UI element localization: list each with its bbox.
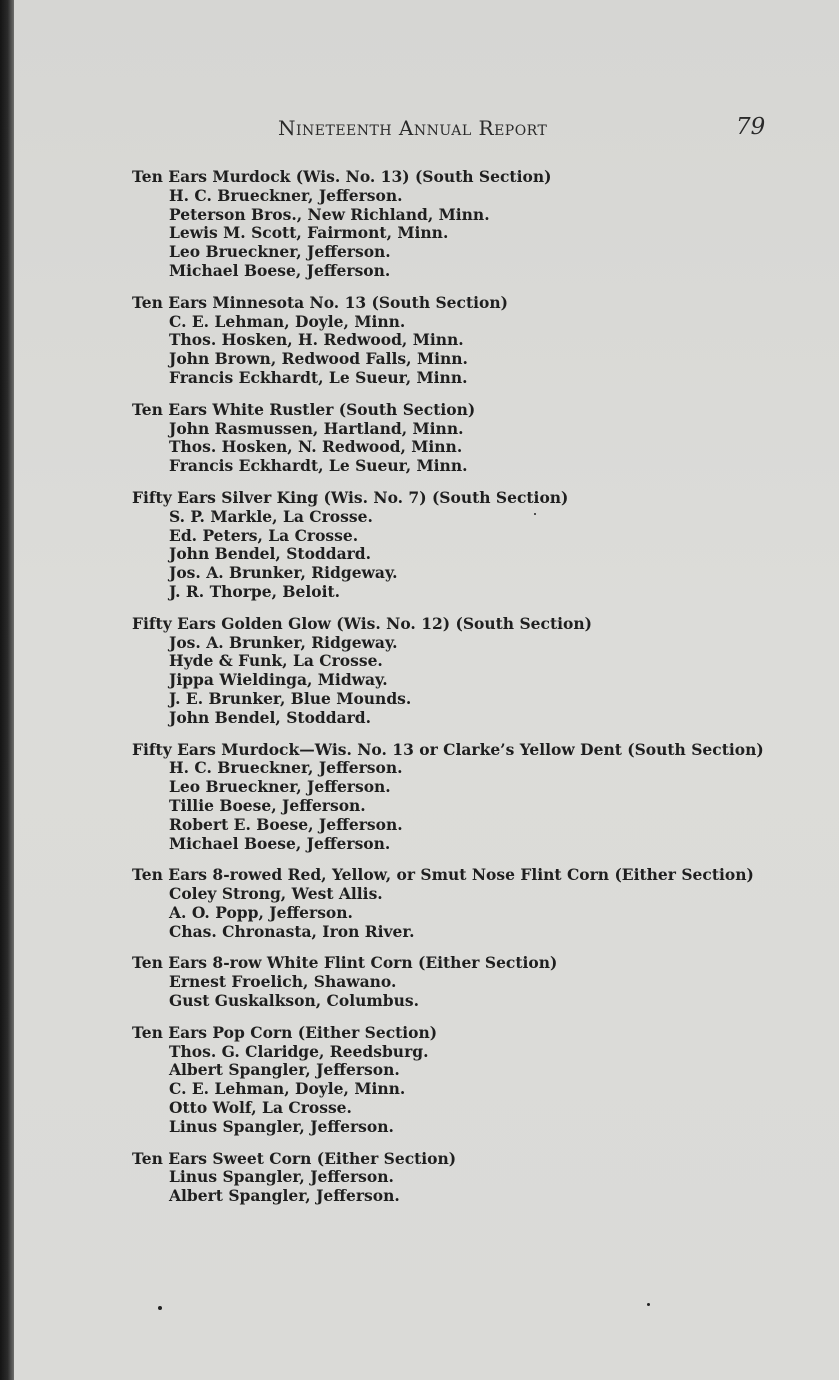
award-entry (132, 1150, 772, 1206)
print-speck (534, 513, 536, 515)
winner: Jos. A. Brunker, Ridgeway. (169, 563, 398, 583)
entry-title: Ten Ears Minnesota No. 13 (South Section) (132, 292, 508, 312)
entry-title: Ten Ears White Rustler (South Section) (132, 399, 476, 419)
entry-title: Fifty Ears Silver King (Wis. No. 7) (South Section) (132, 487, 569, 507)
winner: Peterson Bros., New Richland, Minn. (169, 204, 490, 224)
winner: Jippa Wieldinga, Midway. (169, 670, 388, 690)
winner: Michael Boese, Jefferson. (169, 833, 391, 853)
winner: Francis Eckhardt, Le Sueur, Minn. (169, 367, 468, 387)
winner: A. O. Popp, Jefferson. (169, 902, 353, 922)
winner: Thos. G. Claridge, Reedsburg. (169, 1041, 429, 1061)
winner: C. E. Lehman, Doyle, Minn. (169, 311, 406, 331)
entry-title: Ten Ears 8-row White Flint Corn (Either Section) (132, 953, 558, 973)
winner: Gust Guskalkson, Columbus. (169, 991, 420, 1011)
page-header (0, 116, 839, 144)
winner: Linus Spangler, Jefferson. (169, 1167, 394, 1187)
winner: H. C. Brueckner, Jefferson. (169, 758, 403, 778)
winner: Albert Spangler, Jefferson. (169, 1060, 400, 1080)
award-entry (132, 954, 772, 1010)
winner: Robert E. Boese, Jefferson. (169, 814, 403, 834)
entry-title: Fifty Ears Golden Glow (Wis. No. 12) (South Section) (132, 613, 592, 633)
winner: C. E. Lehman, Doyle, Minn. (169, 1079, 406, 1099)
print-speck (647, 1303, 650, 1306)
winner: Thos. Hosken, N. Redwood, Minn. (169, 437, 463, 457)
winner: H. C. Brueckner, Jefferson. (169, 185, 403, 205)
winner: S. P. Markle, La Crosse. (169, 506, 373, 526)
winner: Leo Brueckner, Jefferson. (169, 242, 391, 262)
entry-title: Ten Ears Pop Corn (Either Section) (132, 1022, 438, 1042)
winner: Chas. Chronasta, Iron River. (169, 921, 415, 941)
entry-title: Ten Ears Murdock (Wis. No. 13) (South Section) (132, 167, 552, 186)
award-entry (132, 866, 772, 941)
award-entry (132, 294, 772, 388)
winner: J. E. Brunker, Blue Mounds. (169, 688, 412, 708)
winner: Hyde & Funk, La Crosse. (169, 651, 383, 671)
winner: Ernest Froelich, Shawano. (169, 972, 397, 992)
winner: Ed. Peters, La Crosse. (169, 525, 359, 545)
entry-title: Fifty Ears Murdock—Wis. No. 13 or Clarke’s Yellow Dent (South Section) (132, 739, 764, 759)
winner: John Rasmussen, Hartland, Minn. (169, 418, 464, 438)
page-number: 79 (736, 114, 766, 140)
award-entry (132, 1024, 772, 1137)
winner: Francis Eckhardt, Le Sueur, Minn. (169, 456, 468, 476)
winner: John Bendel, Stoddard. (169, 707, 372, 727)
award-list (132, 168, 772, 1219)
winner: Coley Strong, West Allis. (169, 884, 383, 904)
winner: Leo Brueckner, Jefferson. (169, 777, 391, 797)
entry-title: Ten Ears Sweet Corn (Either Section) (132, 1148, 457, 1168)
entry-title: Ten Ears 8-rowed Red, Yellow, or Smut Nose Flint Corn (Either Section) (132, 865, 754, 885)
award-entry (132, 741, 772, 854)
winner: John Bendel, Stoddard. (169, 544, 372, 564)
winner: Jos. A. Brunker, Ridgeway. (169, 632, 398, 652)
running-head: Nineteenth Annual Report (278, 116, 548, 140)
winner: Thos. Hosken, H. Redwood, Minn. (169, 330, 464, 350)
winner: John Brown, Redwood Falls, Minn. (169, 349, 468, 369)
winner: Tillie Boese, Jefferson. (169, 795, 366, 815)
print-speck (158, 1306, 162, 1310)
book-binding-edge (0, 0, 14, 1380)
winner: Linus Spangler, Jefferson. (169, 1116, 394, 1136)
award-entry (132, 489, 772, 602)
winner: J. R. Thorpe, Beloit. (169, 581, 341, 601)
winner: Albert Spangler, Jefferson. (169, 1186, 400, 1206)
winner: Lewis M. Scott, Fairmont, Minn. (169, 223, 449, 243)
winner: Michael Boese, Jefferson. (169, 260, 391, 280)
winner: Otto Wolf, La Crosse. (169, 1098, 352, 1118)
award-entry (132, 168, 772, 281)
award-entry (132, 401, 772, 476)
award-entry (132, 615, 772, 728)
